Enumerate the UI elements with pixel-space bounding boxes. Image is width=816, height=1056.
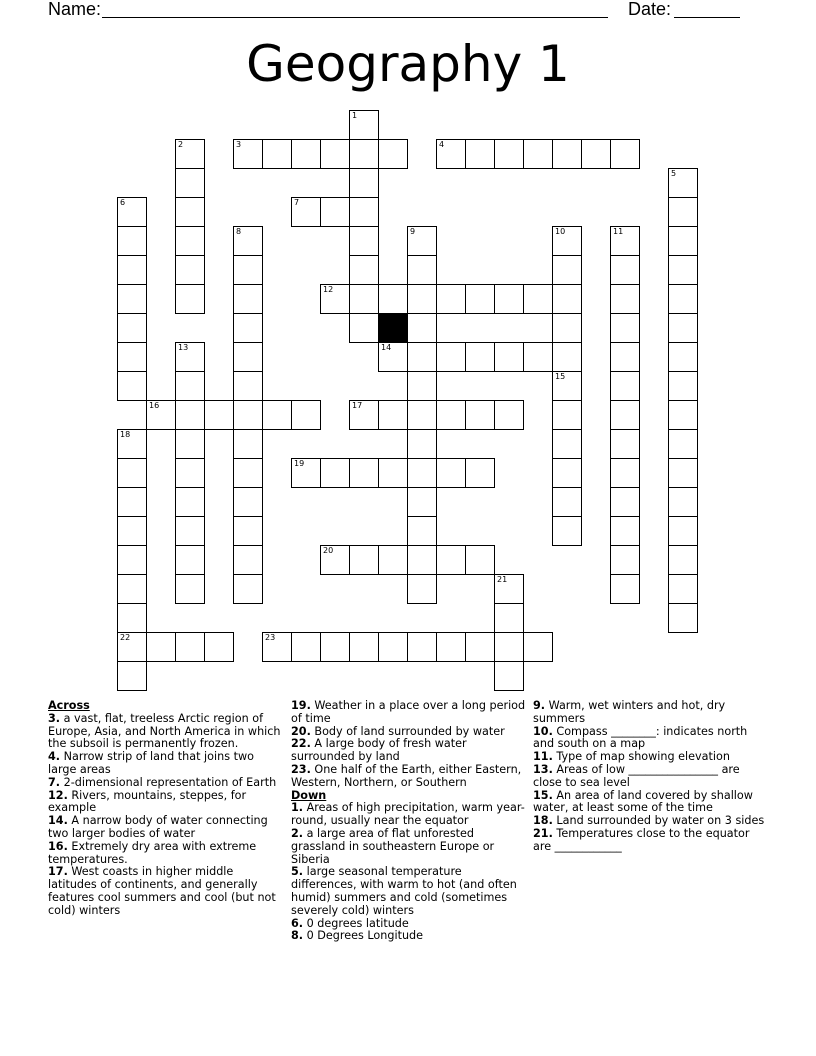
- grid-cell[interactable]: [233, 284, 263, 314]
- clue-number: 5: [671, 169, 677, 178]
- grid-cell[interactable]: [117, 458, 147, 488]
- clue-text: 2-dimensional representation of Earth: [63, 775, 277, 789]
- grid-cell[interactable]: [552, 284, 582, 314]
- grid-cell[interactable]: [233, 516, 263, 546]
- grid-cell[interactable]: [117, 255, 147, 285]
- grid-cell[interactable]: [233, 400, 263, 430]
- grid-cell[interactable]: [349, 313, 379, 343]
- clue-text: a vast, flat, treeless Arctic region of Europe, Asia, and North America in which the subsoil is permanently frozen.: [48, 711, 281, 751]
- date-blank-line[interactable]: [674, 17, 740, 18]
- header: [48, 0, 768, 22]
- grid-cell[interactable]: [610, 139, 640, 169]
- clue-number: 16: [149, 401, 160, 410]
- grid-cell[interactable]: [494, 661, 524, 691]
- grid-cell[interactable]: [465, 139, 495, 169]
- grid-cell[interactable]: [175, 139, 205, 169]
- clue-item: [291, 764, 527, 790]
- clue-item: [48, 841, 284, 867]
- grid-cell[interactable]: [436, 458, 466, 488]
- grid-cell[interactable]: [349, 255, 379, 285]
- clue-text: One half of the Earth, either Eastern, Western, Northern, or Southern: [291, 762, 522, 789]
- grid-cell[interactable]: [668, 400, 698, 430]
- grid-cell[interactable]: [668, 371, 698, 401]
- clue-text: large seasonal temperature differences, with warm to hot (and often humid) summers and cold (sometimes severely cold) winters: [291, 865, 517, 917]
- clue-number-label: 10.: [533, 724, 553, 738]
- clue-text: 0 degrees latitude: [306, 916, 409, 930]
- grid-cell[interactable]: [668, 255, 698, 285]
- clue-item: [533, 790, 769, 816]
- grid-cell[interactable]: [175, 197, 205, 227]
- clue-text: a large area of flat unforested grassland in southeastern Europe or Siberia: [291, 826, 495, 866]
- grid-cell[interactable]: [552, 516, 582, 546]
- clue-text: Land surrounded by water on 3 sides: [556, 814, 765, 828]
- clue-number-label: 11.: [533, 750, 553, 764]
- clue-number: 19: [294, 459, 305, 468]
- grid-cell[interactable]: [668, 168, 698, 198]
- clue-number-label: 2.: [291, 826, 304, 840]
- clue-text: West coasts in higher middle latitudes of continents, and generally features cool summers and cool (but not cold) winters: [48, 865, 276, 917]
- clue-number-label: 5.: [291, 865, 304, 879]
- clue-text: A large body of fresh water surrounded by land: [291, 737, 467, 764]
- clue-number-label: 21.: [533, 826, 553, 840]
- grid-cell[interactable]: [262, 139, 292, 169]
- grid-cell[interactable]: [668, 516, 698, 546]
- grid-cell[interactable]: [610, 284, 640, 314]
- grid-cell[interactable]: [494, 632, 524, 662]
- grid-cell[interactable]: [552, 458, 582, 488]
- grid-cell[interactable]: [175, 574, 205, 604]
- grid-cell[interactable]: [320, 458, 350, 488]
- grid-cell[interactable]: [494, 400, 524, 430]
- clues-column-2: [291, 700, 527, 943]
- grid-cell[interactable]: [378, 139, 408, 169]
- grid-cell[interactable]: [117, 603, 147, 633]
- clue-number-label: 22.: [291, 737, 311, 751]
- grid-cell[interactable]: [233, 226, 263, 256]
- grid-cell[interactable]: [146, 400, 176, 430]
- grid-cell[interactable]: [117, 313, 147, 343]
- grid-cell[interactable]: [436, 400, 466, 430]
- grid-cell[interactable]: [610, 313, 640, 343]
- grid-cell[interactable]: [465, 632, 495, 662]
- clue-number-label: 1.: [291, 801, 304, 815]
- clue-number: 15: [555, 372, 566, 381]
- grid-cell[interactable]: [320, 197, 350, 227]
- clue-number-label: 8.: [291, 929, 304, 943]
- clue-number: 3: [236, 140, 242, 149]
- grid-cell[interactable]: [436, 284, 466, 314]
- grid-cell[interactable]: [494, 342, 524, 372]
- clue-number: 11: [613, 227, 624, 236]
- grid-cell[interactable]: [233, 255, 263, 285]
- grid-cell[interactable]: [233, 342, 263, 372]
- grid-cell[interactable]: [233, 429, 263, 459]
- clue-number: 10: [555, 227, 566, 236]
- clue-number: 13: [178, 343, 189, 352]
- grid-cell[interactable]: [407, 574, 437, 604]
- grid-cell[interactable]: [610, 429, 640, 459]
- clue-number: 22: [120, 633, 131, 642]
- grid-cell[interactable]: [378, 458, 408, 488]
- clue-text: Areas of low ________________ are close to sea level: [533, 762, 740, 789]
- clue-item: [533, 828, 769, 854]
- crossword-grid: [117, 110, 699, 692]
- clue-number-label: 23.: [291, 762, 311, 776]
- clue-text: An area of land covered by shallow water, at least some of the time: [533, 788, 753, 815]
- clue-number: 8: [236, 227, 242, 236]
- grid-cell[interactable]: [233, 574, 263, 604]
- grid-cell[interactable]: [204, 400, 234, 430]
- clue-item: [533, 726, 769, 752]
- black-cell: [378, 313, 408, 343]
- clue-number-label: 17.: [48, 865, 68, 879]
- name-blank-line[interactable]: [102, 17, 608, 18]
- grid-cell[interactable]: [494, 603, 524, 633]
- grid-cell[interactable]: [204, 632, 234, 662]
- name-label: Name:: [48, 0, 102, 19]
- grid-cell[interactable]: [349, 458, 379, 488]
- clue-text: Body of land surrounded by water: [314, 724, 505, 738]
- clue-number: 4: [439, 140, 445, 149]
- clue-item: [48, 815, 284, 841]
- clue-number-label: 20.: [291, 724, 311, 738]
- clue-number-label: 6.: [291, 916, 304, 930]
- clue-number-label: 7.: [48, 775, 61, 789]
- clue-text: Temperatures close to the equator are ____________: [533, 826, 750, 853]
- grid-cell[interactable]: [552, 487, 582, 517]
- clue-number-label: 15.: [533, 788, 553, 802]
- grid-cell[interactable]: [233, 545, 263, 575]
- grid-cell[interactable]: [349, 110, 379, 140]
- grid-cell[interactable]: [610, 574, 640, 604]
- clue-text: Narrow strip of land that joins two large areas: [48, 750, 254, 776]
- grid-cell[interactable]: [610, 516, 640, 546]
- grid-cell[interactable]: [320, 284, 350, 314]
- grid-cell[interactable]: [610, 371, 640, 401]
- grid-cell[interactable]: [117, 632, 147, 662]
- clue-text: 0 Degrees Longitude: [306, 929, 424, 943]
- clues-column-3: [533, 700, 769, 854]
- grid-cell[interactable]: [552, 429, 582, 459]
- down-heading: Down: [291, 788, 327, 802]
- grid-cell[interactable]: [552, 255, 582, 285]
- grid-cell[interactable]: [378, 284, 408, 314]
- clue-number-label: 4.: [48, 750, 61, 764]
- grid-cell[interactable]: [175, 284, 205, 314]
- grid-cell[interactable]: [465, 545, 495, 575]
- grid-cell[interactable]: [610, 342, 640, 372]
- grid-cell[interactable]: [117, 661, 147, 691]
- grid-cell[interactable]: [523, 139, 553, 169]
- grid-cell[interactable]: [262, 400, 292, 430]
- grid-cell[interactable]: [494, 574, 524, 604]
- grid-cell[interactable]: [436, 632, 466, 662]
- grid-cell[interactable]: [523, 284, 553, 314]
- grid-cell[interactable]: [175, 487, 205, 517]
- grid-cell[interactable]: [465, 400, 495, 430]
- grid-cell[interactable]: [407, 255, 437, 285]
- grid-cell[interactable]: [668, 574, 698, 604]
- grid-cell[interactable]: [610, 487, 640, 517]
- grid-cell[interactable]: [117, 371, 147, 401]
- grid-cell[interactable]: [407, 284, 437, 314]
- grid-cell[interactable]: [581, 139, 611, 169]
- grid-cell[interactable]: [349, 545, 379, 575]
- clue-number: 14: [381, 343, 392, 352]
- clue-number: 18: [120, 430, 131, 439]
- clue-number: 17: [352, 401, 363, 410]
- grid-cell[interactable]: [378, 342, 408, 372]
- grid-cell[interactable]: [465, 342, 495, 372]
- across-heading: Across: [48, 699, 90, 712]
- clue-number-label: 9.: [533, 699, 546, 712]
- grid-cell[interactable]: [349, 400, 379, 430]
- grid-cell[interactable]: [407, 342, 437, 372]
- grid-cell[interactable]: [407, 400, 437, 430]
- clue-text: Extremely dry area with extreme temperatures.: [48, 839, 257, 866]
- grid-cell[interactable]: [465, 458, 495, 488]
- page-title: Geography 1: [246, 35, 570, 93]
- grid-cell[interactable]: [407, 458, 437, 488]
- grid-cell[interactable]: [668, 603, 698, 633]
- grid-cell[interactable]: [291, 632, 321, 662]
- grid-cell[interactable]: [407, 545, 437, 575]
- grid-cell[interactable]: [233, 371, 263, 401]
- grid-cell[interactable]: [117, 342, 147, 372]
- clue-number: 12: [323, 285, 334, 294]
- clue-text: Rivers, mountains, steppes, for example: [48, 788, 247, 815]
- grid-cell[interactable]: [668, 284, 698, 314]
- grid-cell[interactable]: [117, 429, 147, 459]
- clue-number: 1: [352, 111, 358, 120]
- grid-cell[interactable]: [117, 487, 147, 517]
- grid-cell[interactable]: [349, 197, 379, 227]
- grid-cell[interactable]: [175, 458, 205, 488]
- grid-cell[interactable]: [291, 458, 321, 488]
- grid-cell[interactable]: [175, 342, 205, 372]
- grid-cell[interactable]: [175, 632, 205, 662]
- clue-number-label: 18.: [533, 814, 553, 828]
- grid-cell[interactable]: [523, 342, 553, 372]
- grid-cell[interactable]: [175, 168, 205, 198]
- clue-number: 21: [497, 575, 508, 584]
- clue-number: 9: [410, 227, 416, 236]
- grid-cell[interactable]: [407, 429, 437, 459]
- grid-cell[interactable]: [668, 458, 698, 488]
- clue-item: [48, 713, 284, 751]
- grid-cell[interactable]: [494, 284, 524, 314]
- clues-column-1: [48, 700, 284, 918]
- clue-number: 2: [178, 140, 184, 149]
- grid-cell[interactable]: [407, 516, 437, 546]
- clue-item: [48, 866, 284, 917]
- grid-cell[interactable]: [407, 632, 437, 662]
- grid-cell[interactable]: [552, 226, 582, 256]
- clue-text: Weather in a place over a long period of time: [291, 699, 526, 725]
- grid-cell[interactable]: [175, 255, 205, 285]
- clue-number-label: 13.: [533, 762, 553, 776]
- grid-cell[interactable]: [552, 313, 582, 343]
- grid-cell[interactable]: [320, 545, 350, 575]
- clue-item: [48, 790, 284, 816]
- grid-cell[interactable]: [668, 226, 698, 256]
- clue-item: [533, 700, 769, 726]
- grid-cell[interactable]: [233, 313, 263, 343]
- grid-cell[interactable]: [117, 197, 147, 227]
- grid-cell[interactable]: [175, 371, 205, 401]
- grid-cell[interactable]: [291, 400, 321, 430]
- date-label: Date:: [628, 0, 672, 19]
- clue-text: Warm, wet winters and hot, dry summers: [533, 699, 726, 725]
- grid-cell[interactable]: [378, 400, 408, 430]
- grid-cell[interactable]: [320, 632, 350, 662]
- grid-cell[interactable]: [378, 545, 408, 575]
- grid-cell[interactable]: [523, 632, 553, 662]
- grid-cell[interactable]: [320, 139, 350, 169]
- grid-cell[interactable]: [291, 139, 321, 169]
- clue-text: Areas of high precipitation, warm year-round, usually near the equator: [291, 801, 525, 828]
- grid-cell[interactable]: [436, 139, 466, 169]
- clue-number-label: 19.: [291, 699, 311, 712]
- clue-item: [291, 700, 527, 726]
- grid-cell[interactable]: [610, 226, 640, 256]
- clue-item: [48, 751, 284, 777]
- grid-cell[interactable]: [117, 226, 147, 256]
- grid-cell[interactable]: [668, 429, 698, 459]
- grid-cell[interactable]: [233, 139, 263, 169]
- grid-cell[interactable]: [262, 632, 292, 662]
- grid-cell[interactable]: [552, 139, 582, 169]
- clue-number: 6: [120, 198, 126, 207]
- clue-number: 23: [265, 633, 276, 642]
- clue-number-label: 3.: [48, 711, 61, 725]
- grid-cell[interactable]: [349, 226, 379, 256]
- grid-cell[interactable]: [117, 545, 147, 575]
- grid-cell[interactable]: [552, 400, 582, 430]
- grid-cell[interactable]: [378, 632, 408, 662]
- grid-cell[interactable]: [668, 342, 698, 372]
- clue-text: Type of map showing elevation: [556, 750, 730, 764]
- grid-cell[interactable]: [407, 487, 437, 517]
- grid-cell[interactable]: [552, 342, 582, 372]
- grid-cell[interactable]: [668, 545, 698, 575]
- grid-cell[interactable]: [291, 197, 321, 227]
- grid-cell[interactable]: [175, 516, 205, 546]
- grid-cell[interactable]: [349, 284, 379, 314]
- grid-cell[interactable]: [117, 574, 147, 604]
- clue-item: [533, 764, 769, 790]
- grid-cell[interactable]: [233, 458, 263, 488]
- grid-cell[interactable]: [175, 545, 205, 575]
- grid-cell[interactable]: [175, 429, 205, 459]
- grid-cell[interactable]: [233, 487, 263, 517]
- clue-number: 20: [323, 546, 334, 555]
- grid-cell[interactable]: [465, 284, 495, 314]
- grid-cell[interactable]: [610, 458, 640, 488]
- clue-item: [291, 930, 527, 943]
- clue-item: [291, 738, 527, 764]
- grid-cell[interactable]: [117, 516, 147, 546]
- clue-text: A narrow body of water connecting two larger bodies of water: [48, 814, 268, 840]
- grid-cell[interactable]: [407, 226, 437, 256]
- grid-cell[interactable]: [175, 226, 205, 256]
- grid-cell[interactable]: [349, 632, 379, 662]
- clue-item: [291, 866, 527, 917]
- grid-cell[interactable]: [610, 545, 640, 575]
- grid-cell[interactable]: [668, 197, 698, 227]
- grid-cell[interactable]: [494, 139, 524, 169]
- grid-cell[interactable]: [668, 487, 698, 517]
- grid-cell[interactable]: [349, 139, 379, 169]
- clue-number-label: 16.: [48, 839, 68, 853]
- grid-cell[interactable]: [349, 168, 379, 198]
- grid-cell[interactable]: [436, 545, 466, 575]
- clue-number: 7: [294, 198, 300, 207]
- grid-cell[interactable]: [117, 284, 147, 314]
- grid-cell[interactable]: [436, 342, 466, 372]
- clue-number-label: 12.: [48, 788, 68, 802]
- grid-cell[interactable]: [175, 400, 205, 430]
- grid-cell[interactable]: [407, 313, 437, 343]
- grid-cell[interactable]: [407, 371, 437, 401]
- clue-item: [291, 802, 527, 828]
- grid-cell[interactable]: [668, 313, 698, 343]
- grid-cell[interactable]: [146, 632, 176, 662]
- clue-item: [291, 828, 527, 866]
- grid-cell[interactable]: [552, 371, 582, 401]
- clue-number-label: 14.: [48, 814, 68, 828]
- grid-cell[interactable]: [610, 400, 640, 430]
- grid-cell[interactable]: [610, 255, 640, 285]
- clue-text: Compass ________: indicates north and south on a map: [533, 724, 748, 751]
